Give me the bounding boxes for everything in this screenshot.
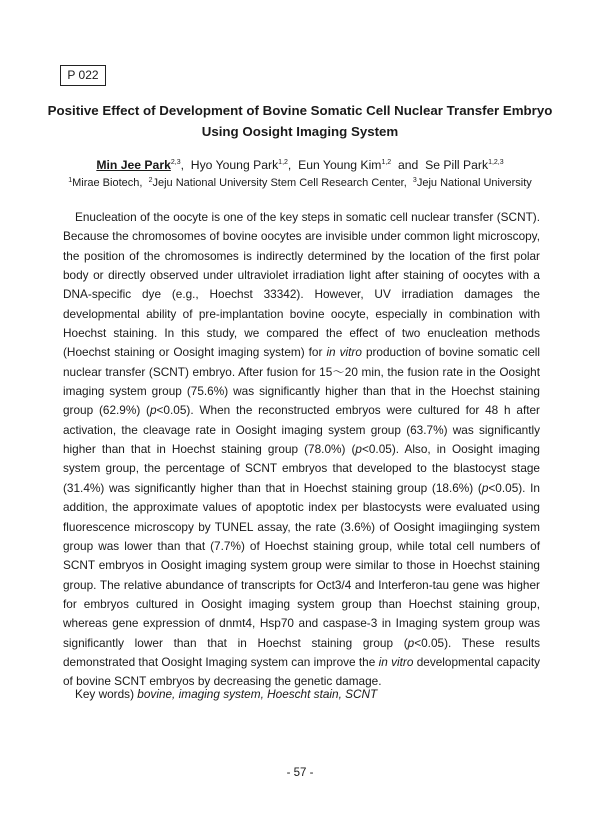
affil-2: Jeju National University Stem Cell Research Center,	[152, 177, 407, 189]
abstract-italic-6: in vitro	[378, 654, 414, 669]
author-2: Hyo Young Park	[190, 158, 279, 172]
author-2-sup: 1,2	[278, 159, 288, 166]
abstract-part-2: production of bovine somatic cell nuclear transfer (SCNT) embryo. After fusion for 15～20 min, the fusion rate in the Oosight imaging system group (75.6%) was significantly higher than that in the Hoechst staining group (62.9%) (	[63, 345, 541, 418]
abstract-part-4: <0.05). Also, in Oosight imaging system group, the percentage of SCNT embryos that developed to the blastocyst stage (31.4%) was significantly higher than that in Hoechst staining group (18.6%) (	[63, 442, 540, 495]
affil-1-sup: 1	[68, 177, 73, 184]
affil-3-sup: 3	[412, 177, 417, 184]
title-line-2: Using Oosight Imaging System	[201, 124, 399, 139]
abstract-part-7: developmental capacity of bovine SCNT embryos by decreasing the genetic damage.	[63, 654, 541, 689]
page-number: - 57 -	[286, 767, 314, 779]
abstract-italic-5: p	[407, 635, 415, 650]
abstract-part-1: Enucleation of the oocyte is one of the key steps in somatic cell nuclear transfer (SCNT). Because the chromosomes of bovine oocytes are invisible under common light microscopy, the position of the chromosomes is indirectly determined by the location of the first polar body or directly observed under ultraviolet irradiation light after staining of oocytes with a DNA-specific dye (e.g., Hoechst 33342). However, UV irradiation damages the developmental ability of pre-implantation bovine oocyte, especially in combination with Hoechst staining. In this study, we compared the effect of two enucleation methods (Hoechst staining or Oosight imaging system) for	[63, 210, 540, 360]
abstract-part-5: <0.05). In addition, the approximate values of apoptotic index per blastocysts were evaluated using fluorescence microscopy by TUNEL assay, the rate (3.6%) of Oosight imagiinging system group was lower than that (7.7%) of Hoechst staining group, while total cell numbers of SCNT embryos in Oosight imaging system group were similar to those in Hoechst staining group. The relative abundance of transcripts for Oct3/4 and Interferon-tau gene was higher for embryos cultured in Oosight imaging system group than Hoechst staining group, whereas gene expression of dnmt4, Hsp70 and caspase-3 in Imaging system group was significantly lower than that in Hoechst staining group (	[63, 480, 540, 650]
abstract-part-3: <0.05). When the reconstructed embryos were cultured for 48 h after activation, the cleavage rate in Oosight imaging system group (63.7%) was significantly higher than that in Hoechst staining group (78.0%) (	[63, 403, 540, 457]
abstract-italic-2: p	[149, 403, 157, 418]
abstract-italic-1: in vitro	[326, 345, 362, 360]
affil-2-sup: 2	[148, 177, 153, 184]
author-first-sup: 2,3	[170, 159, 181, 166]
title-line-1: Positive Effect of Development of Bovine Somatic Cell Nuclear Transfer Embryo	[47, 103, 553, 118]
author-first: Min Jee Park	[96, 158, 171, 172]
poster-code-box: P 022	[60, 65, 106, 86]
abstract-italic-3: p	[355, 442, 362, 457]
author-and: and	[397, 158, 419, 172]
paper-title	[40, 100, 560, 142]
author-list: Min Jee Park$^{2,3}$, Hyo Young Park$^{1,2}$, Eun Young Kim$^{1,2}$ and Se Pill Park$^{1,2,3}$	[96, 158, 504, 172]
affiliations	[40, 175, 560, 191]
author-3: Eun Young Kim	[298, 158, 382, 172]
author-4: Se Pill Park	[425, 158, 489, 172]
affil-3: Jeju National University	[416, 177, 532, 189]
keywords-terms: bovine, imaging system, Hoescht stain, SCNT	[137, 687, 378, 701]
abstract-part-6: <0.05). These results demonstrated that Oosight Imaging system can improve the	[63, 635, 540, 669]
keywords-line	[75, 686, 535, 702]
author-4-sup: 1,2,3	[488, 159, 504, 166]
abstract-body	[63, 208, 540, 692]
abstract-italic-4: p	[481, 480, 489, 495]
affil-1: Mirae Biotech,	[72, 177, 143, 189]
keywords-label: Key words)	[75, 687, 135, 701]
author-3-sup: 1,2	[381, 159, 392, 166]
